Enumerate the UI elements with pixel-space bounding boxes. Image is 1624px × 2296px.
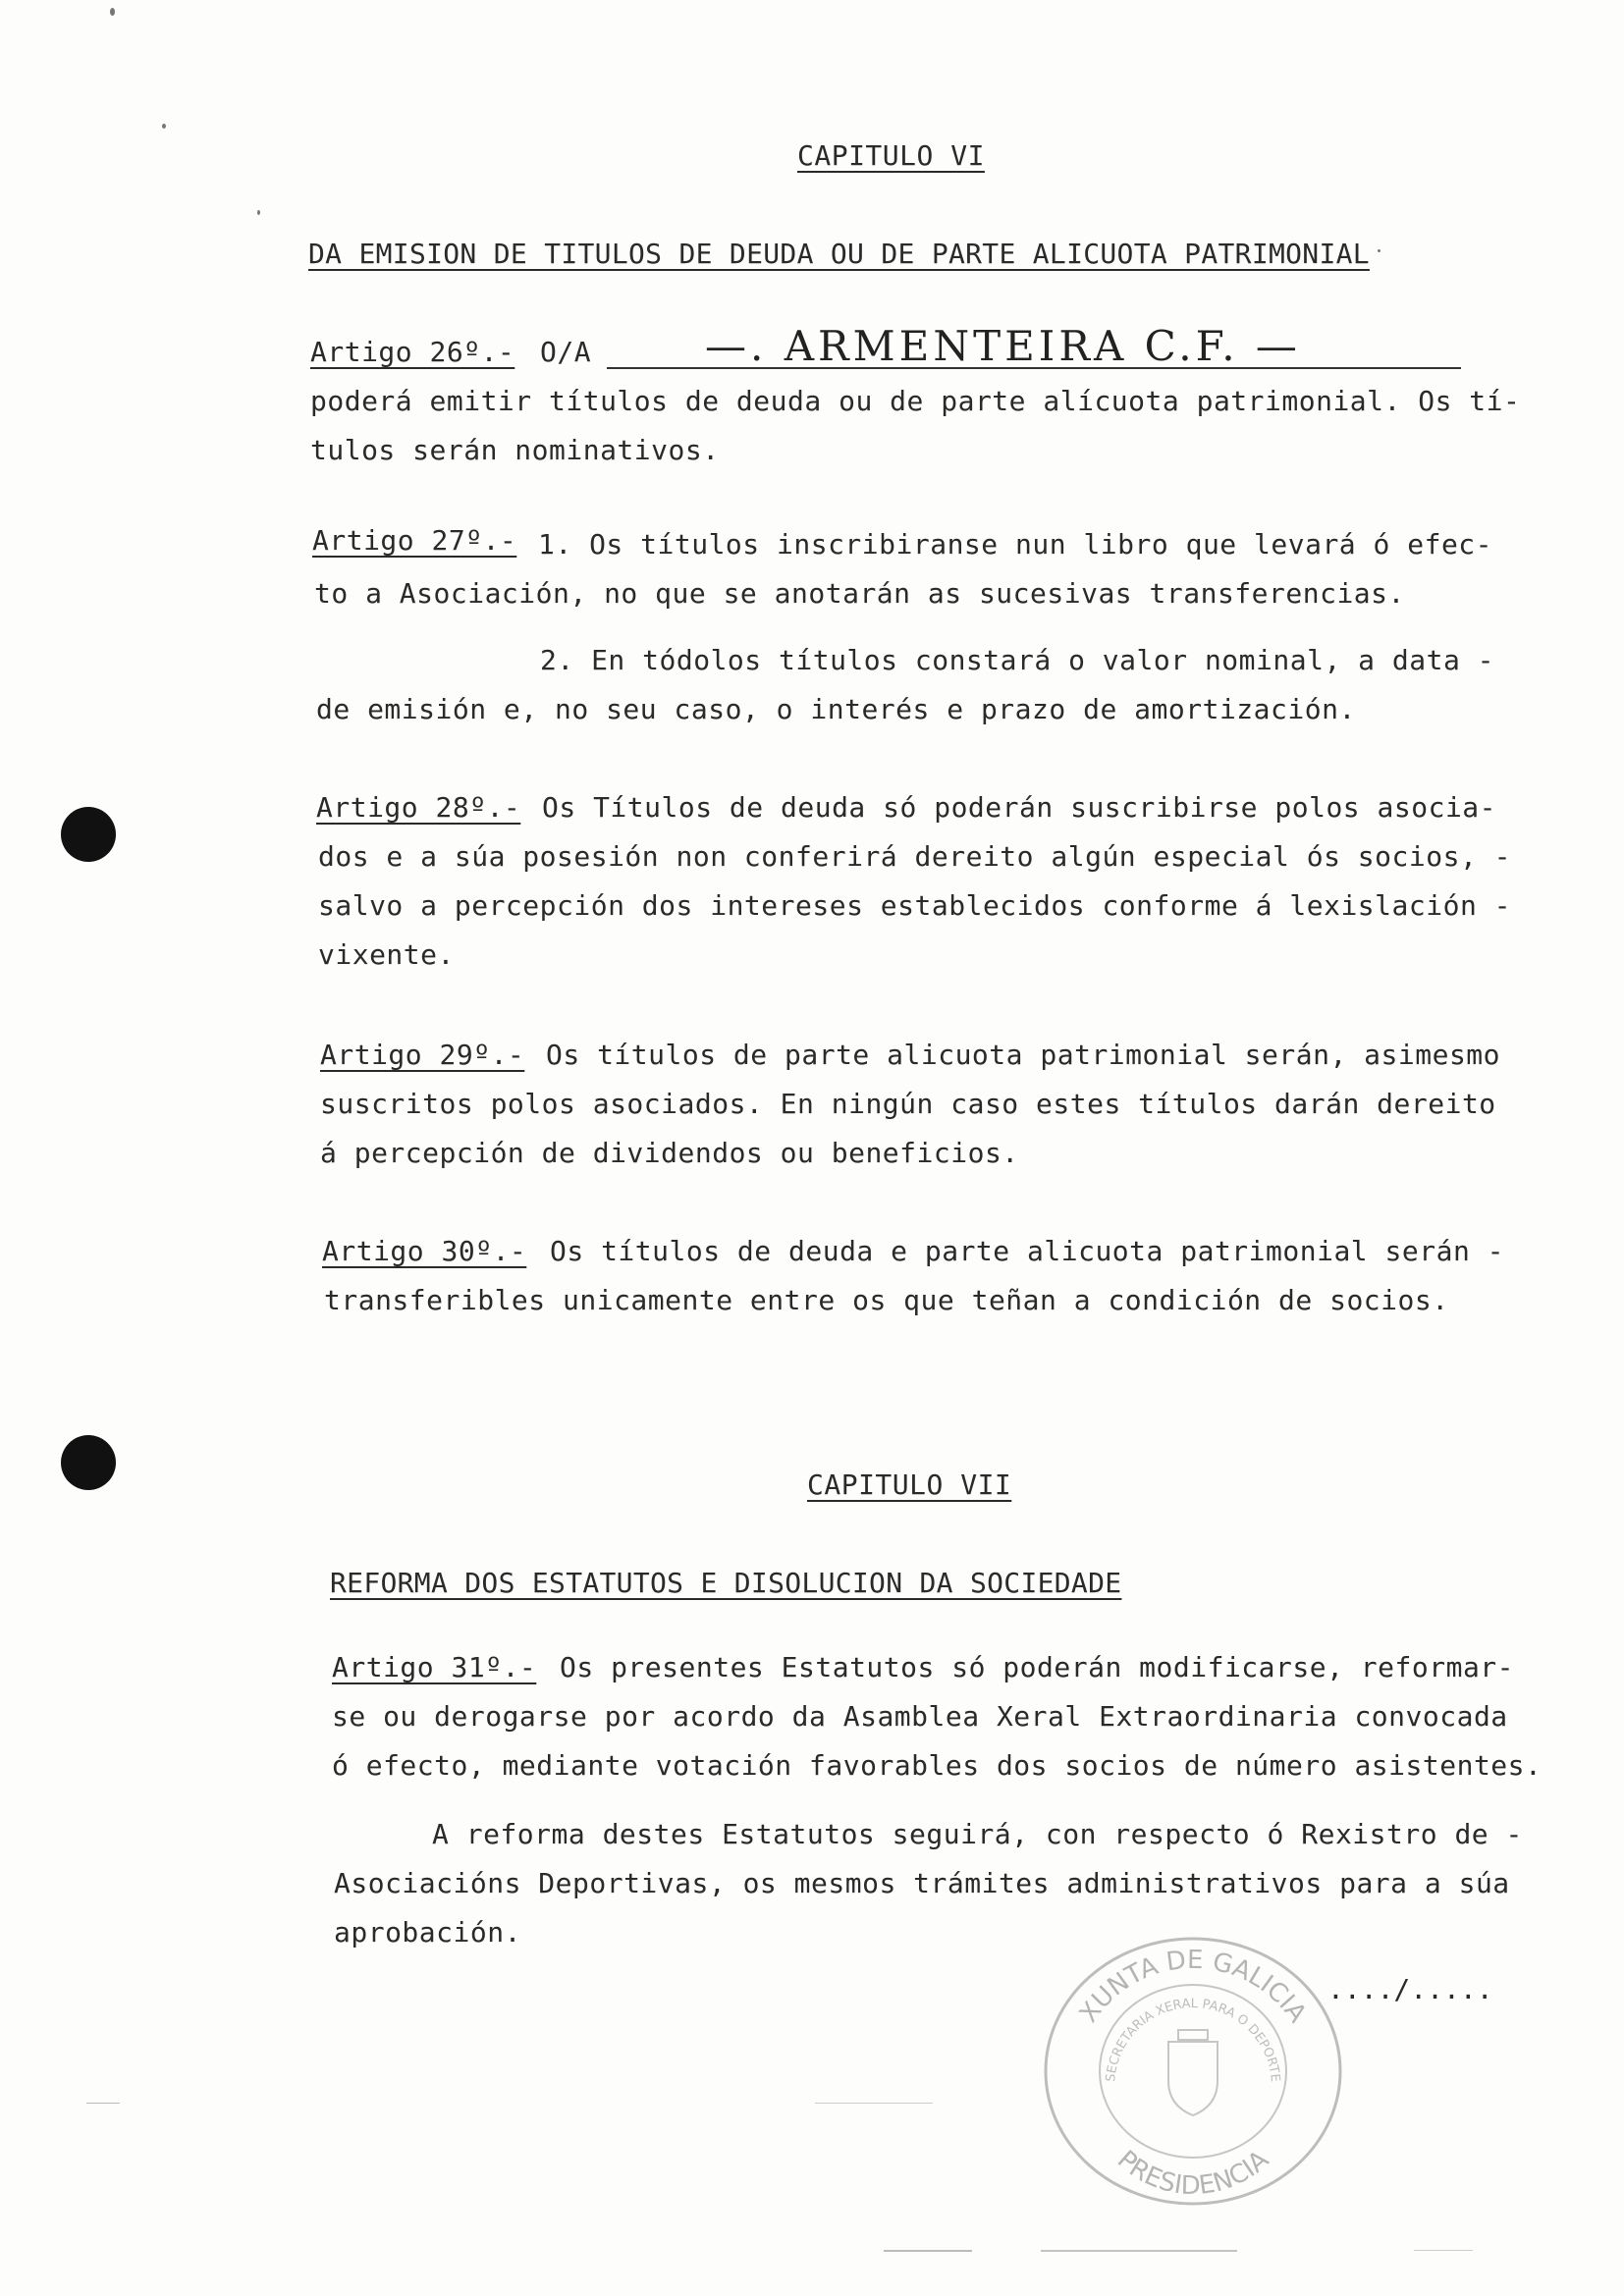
article-28-label: Artigo 28º.- xyxy=(316,791,521,824)
scan-mark xyxy=(1414,2250,1473,2251)
article-26-prefix: O/A xyxy=(540,336,592,368)
chapter-6-heading: DA EMISION DE TITULOS DE DEUDA OU DE PARTE ALICUOTA PATRIMONIAL xyxy=(308,238,1370,270)
scan-speck xyxy=(162,124,166,129)
article-27-line: 2. En tódolos títulos constará o valor nominal, a data - xyxy=(540,644,1495,676)
article-27-line: to a Asociación, no que se anotarán as sucesivas transferencias. xyxy=(314,577,1405,610)
scan-mark xyxy=(815,2103,933,2104)
article-27-line: de emisión e, no seu caso, o interés e prazo de amortización. xyxy=(316,693,1356,725)
coat-of-arms-icon xyxy=(1168,2030,1218,2115)
scan-speck xyxy=(110,8,115,16)
article-30-line: Os títulos de deuda e parte alicuota patrimonial serán - xyxy=(550,1235,1505,1267)
article-30-line: transferibles unicamente entre os que teñan a condición de socios. xyxy=(324,1284,1449,1316)
article-26-label: Artigo 26º.- xyxy=(310,336,515,368)
stamp-text-mid: SECRETARIA XERAL PARA O DEPORTE xyxy=(1104,1996,1282,2083)
article-31-line: ó efecto, mediante votación favorables dos socios de número asistentes. xyxy=(332,1749,1543,1782)
official-stamp-seal xyxy=(1031,1924,1355,2218)
article-31-line: aprobación. xyxy=(334,1916,521,1949)
article-29-line: Os títulos de parte alicuota patrimonial serán, asimesmo xyxy=(546,1039,1501,1071)
scan-speck xyxy=(1378,249,1380,252)
handwritten-club-name: —. ARMENTEIRA C.F. — xyxy=(705,322,1301,370)
article-26-line: poderá emitir títulos de deuda ou de parte alícuota patrimonial. Os tí- xyxy=(310,385,1521,417)
scan-mark xyxy=(884,2250,972,2252)
article-31-label: Artigo 31º.- xyxy=(332,1651,537,1683)
article-27-label: Artigo 27º.- xyxy=(312,524,517,557)
article-26-line: tulos serán nominativos. xyxy=(310,434,720,466)
article-27-line: 1. Os títulos inscribiranse nun libro que levará ó efec- xyxy=(538,528,1493,561)
article-28-line: salvo a percepción dos intereses establecidos conforme á lexislación - xyxy=(318,889,1512,922)
article-28-line: dos e a súa posesión non conferirá dereito algún especial ós socios, - xyxy=(318,840,1512,873)
svg-text:XUNTA DE GALICIA xyxy=(1074,1946,1312,2028)
article-29-line: suscritos polos asociados. En ningún caso estes títulos darán dereito xyxy=(320,1088,1496,1120)
chapter-6-title: CAPITULO VI xyxy=(797,139,985,172)
continuation-marker: ..../..... xyxy=(1327,1973,1493,2005)
article-29-label: Artigo 29º.- xyxy=(320,1039,525,1071)
chapter-7-title: CAPITULO VII xyxy=(807,1468,1012,1501)
article-30-label: Artigo 30º.- xyxy=(322,1235,527,1267)
stamp-text-bottom: PRESIDENCIA xyxy=(1110,2145,1275,2202)
article-31-line: se ou derogarse por acordo da Asamblea Xeral Extraordinaria convocada xyxy=(332,1700,1508,1733)
scan-mark xyxy=(86,2103,120,2104)
chapter-7-heading: REFORMA DOS ESTATUTOS E DISOLUCION DA SOCIEDADE xyxy=(330,1567,1122,1599)
punch-hole-top xyxy=(61,807,116,862)
stamp-text-top: XUNTA DE GALICIA xyxy=(1073,1945,1313,2029)
punch-hole-bottom xyxy=(61,1435,116,1490)
article-29-line: á percepción de dividendos ou beneficios. xyxy=(320,1137,1019,1169)
article-31-line: Os presentes Estatutos só poderán modificarse, reformar- xyxy=(560,1651,1515,1683)
article-28-line: Os Títulos de deuda só poderán suscribirse polos asocia- xyxy=(542,791,1497,824)
article-31-line: A reforma destes Estatutos seguirá, con respecto ó Rexistro de - xyxy=(432,1818,1523,1850)
scan-speck xyxy=(257,210,260,215)
scan-mark xyxy=(1041,2250,1237,2252)
article-31-line: Asociacións Deportivas, os mesmos trámites administrativos para a súa xyxy=(334,1867,1510,1899)
article-28-line: vixente. xyxy=(318,938,455,971)
